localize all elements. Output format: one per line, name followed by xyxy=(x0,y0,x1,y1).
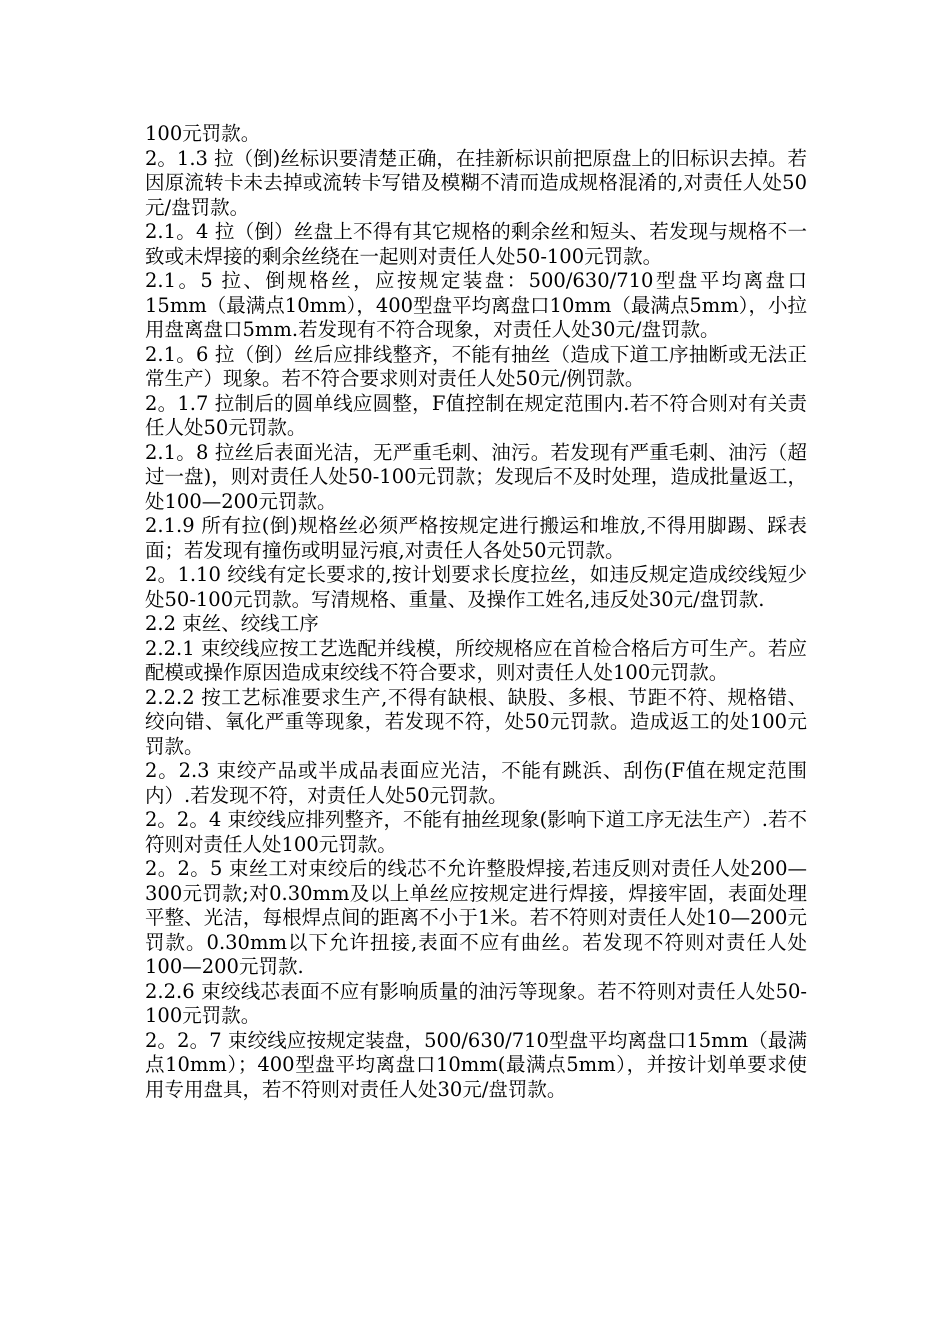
paragraph-2-1-3: 2。1.3 拉（倒)丝标识要清楚正确，在挂新标识前把原盘上的旧标识去掉。若因原流转卡未去掉或流转卡写错及模糊不清而造成规格混淆的,对责任人处50元/盘罚款。 xyxy=(145,146,807,219)
paragraph-2-2-6: 2.2.6 束绞线芯表面不应有影响质量的油污等现象。若不符则对责任人处50-100元罚款。 xyxy=(145,979,807,1027)
paragraph-2-1-7: 2。1.7 拉制后的圆单线应圆整，F值控制在规定范围内.若不符合则对有关责任人处50元罚款。 xyxy=(145,391,807,439)
paragraph-2-1-4: 2.1。4 拉（倒）丝盘上不得有其它规格的剩余丝和短头、若发现与规格不一致或未焊接的剩余丝绕在一起则对责任人处50-100元罚款。 xyxy=(145,220,807,268)
paragraph-2-2-3: 2。2.3 束绞产品或半成品表面应光洁，不能有跳浜、刮伤(F值在规定范围内）.若发现不符，对责任人处50元罚款。 xyxy=(145,759,807,807)
paragraph-2-1-5: 2.1。5 拉、倒规格丝，应按规定装盘：500/630/710型盘平均离盘口15mm（最满点10mm），400型盘平均离盘口10mm（最满点5mm），小拉用盘离盘口5mm.若发现有不符合现象，对责任人处30元/盘罚款。 xyxy=(145,269,807,341)
paragraph-2-1-6: 2.1。6 拉（倒）丝后应排线整齐，不能有抽丝（造成下道工序抽断或无法正常生产）现象。若不符合要求则对责任人处50元/例罚款。 xyxy=(145,342,807,390)
paragraph-continuation: 100元罚款。 xyxy=(145,122,261,145)
section-heading-2-2: 2.2 束丝、绞线工序 xyxy=(145,612,319,635)
paragraph-2-1-10: 2。1.10 绞线有定长要求的,按计划要求长度拉丝，如违反规定造成绞线短少处50-100元罚款。写清规格、重量、及操作工姓名,违反处30元/盘罚款. xyxy=(145,563,807,611)
paragraph-2-1-9: 2.1.9 所有拉(倒)规格丝必须严格按规定进行搬运和堆放,不得用脚踢、踩表面；若发现有撞伤或明显污痕,对责任人各处50元罚款。 xyxy=(145,514,807,562)
paragraph-2-2-5: 2。2。5 束丝工对束绞后的线芯不允许整股焊接,若违反则对责任人处200—300元罚款;对0.30mm及以上单丝应按规定进行焊接，焊接牢固，表面处理平整、光洁，每根焊点间的距离不小于1米。若不符则对责任人处10—200元罚款。0.30mm以下允许扭接,表面不应有曲丝。若发现不符则对责任人处100—200元罚款. xyxy=(145,857,807,978)
paragraph-2-1-8: 2.1。8 拉丝后表面光洁，无严重毛刺、油污。若发现有严重毛刺、油污（超过一盘)，则对责任人处50-100元罚款；发现后不及时处理，造成批量返工，处100—200元罚款。 xyxy=(145,440,807,513)
paragraph-2-2-1: 2.2.1 束绞线应按工艺选配并线模，所绞规格应在首检合格后方可生产。若应配模或操作原因造成束绞线不符合要求，则对责任人处100元罚款。 xyxy=(145,636,807,684)
document-body xyxy=(145,122,807,1102)
paragraph-2-2-4: 2。2。4 束绞线应排列整齐，不能有抽丝现象(影响下道工序无法生产）.若不符则对责任人处100元罚款。 xyxy=(145,808,807,856)
paragraph-2-2-7: 2。2。7 束绞线应按规定装盘，500/630/710型盘平均离盘口15mm（最满点10mm）；400型盘平均离盘口10mm(最满点5mm），并按计划单要求使用专用盘具，若不符则对责任人处30元/盘罚款。 xyxy=(145,1028,807,1101)
paragraph-2-2-2: 2.2.2 按工艺标准要求生产,不得有缺根、缺股、多根、节距不符、规格错、绞向错、氧化严重等现象，若发现不符，处50元罚款。造成返工的处100元罚款。 xyxy=(145,685,807,758)
